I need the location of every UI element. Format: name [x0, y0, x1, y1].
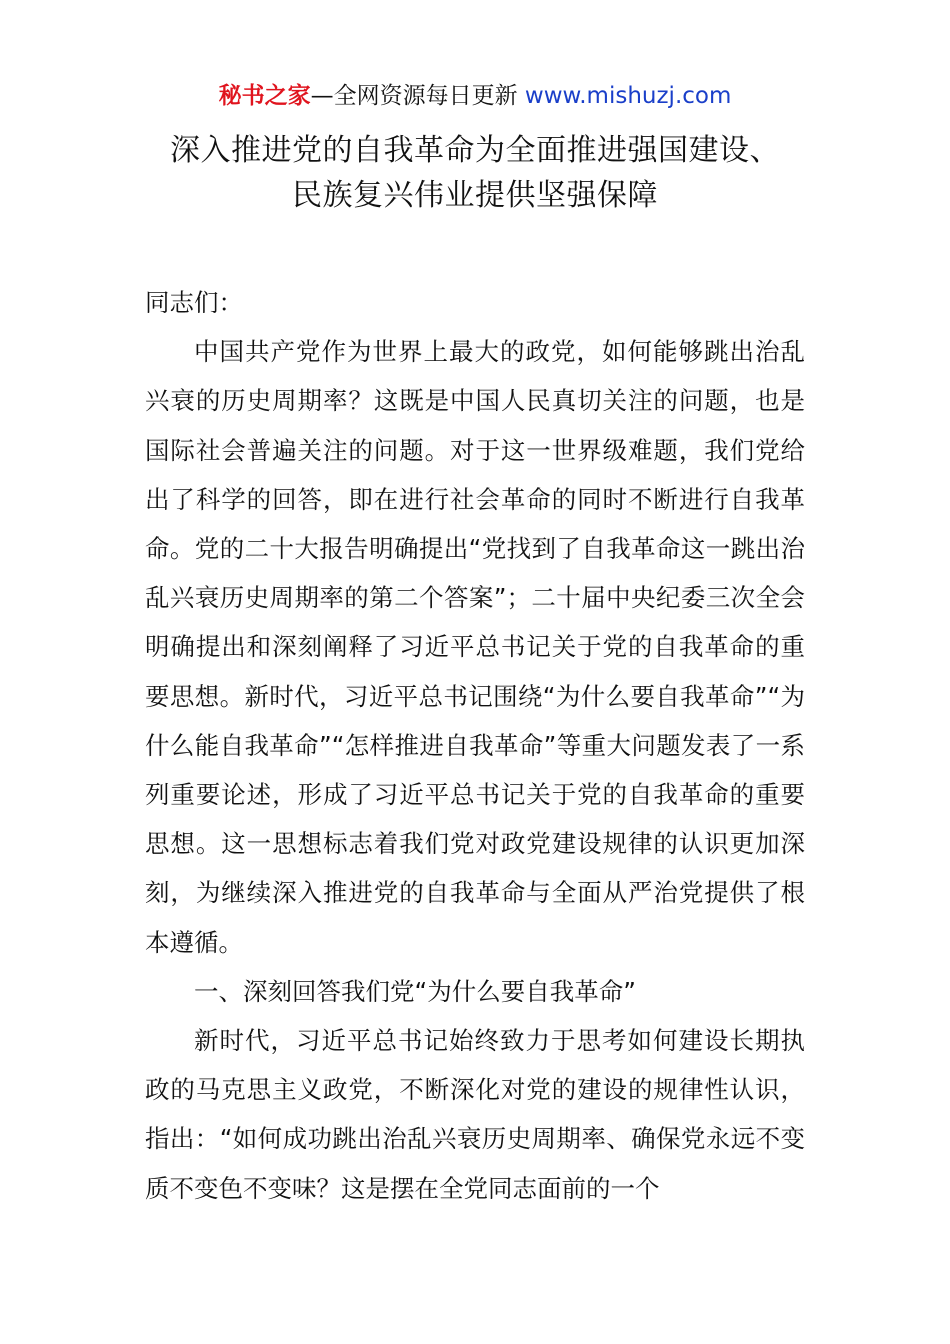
section-heading-1: 一、深刻回答我们党“为什么要自我革命”: [194, 976, 636, 1006]
title-line-1: 深入推进党的自我革命为全面推进强国建设、: [170, 133, 780, 168]
document-title: [0, 128, 950, 218]
document-body: [145, 278, 805, 1213]
paragraph-1: 中国共产党作为世界上最大的政党，如何能够跳出治乱兴衰的历史周期率？这既是中国人民真切关注的问题，也是国际社会普遍关注的问题。对于这一世界级难题，我们党给出了科学的回答，即在进行社会革命的同时不断进行自我革命。党的二十大报告明确提出“党找到了自我革命这一跳出治乱兴衰历史周期率的第二个答案”；二十届中央纪委三次全会明确提出和深刻阐释了习近平总书记关于党的自我革命的重要思想。新时代，习近平总书记围绕“为什么要自我革命”“为什么能自我革命”“怎样推进自我革命”等重大问题发表了一系列重要论述，形成了习近平总书记关于党的自我革命的重要思想。这一思想标志着我们党对政党建设规律的认识更加深刻，为继续深入推进党的自我革命与全面从严治党提供了根本遵循。: [145, 337, 805, 957]
salutation: 同志们：: [145, 288, 243, 317]
paragraph-2: 新时代，习近平总书记始终致力于思考如何建设长期执政的马克思主义政党，不断深化对党的建设的规律性认识，指出：“如何成功跳出治乱兴衰历史周期率、确保党永远不变质不变色不变味？这是摆在全党同志面前的一个: [145, 1026, 805, 1203]
site-url[interactable]: www.mishuzj.com: [524, 83, 732, 109]
header-tagline: —全网资源每日更新: [310, 83, 525, 109]
site-header: [0, 80, 950, 112]
title-line-2: 民族复兴伟业提供坚强保障: [292, 178, 658, 213]
brand-name: 秘书之家: [218, 83, 311, 109]
